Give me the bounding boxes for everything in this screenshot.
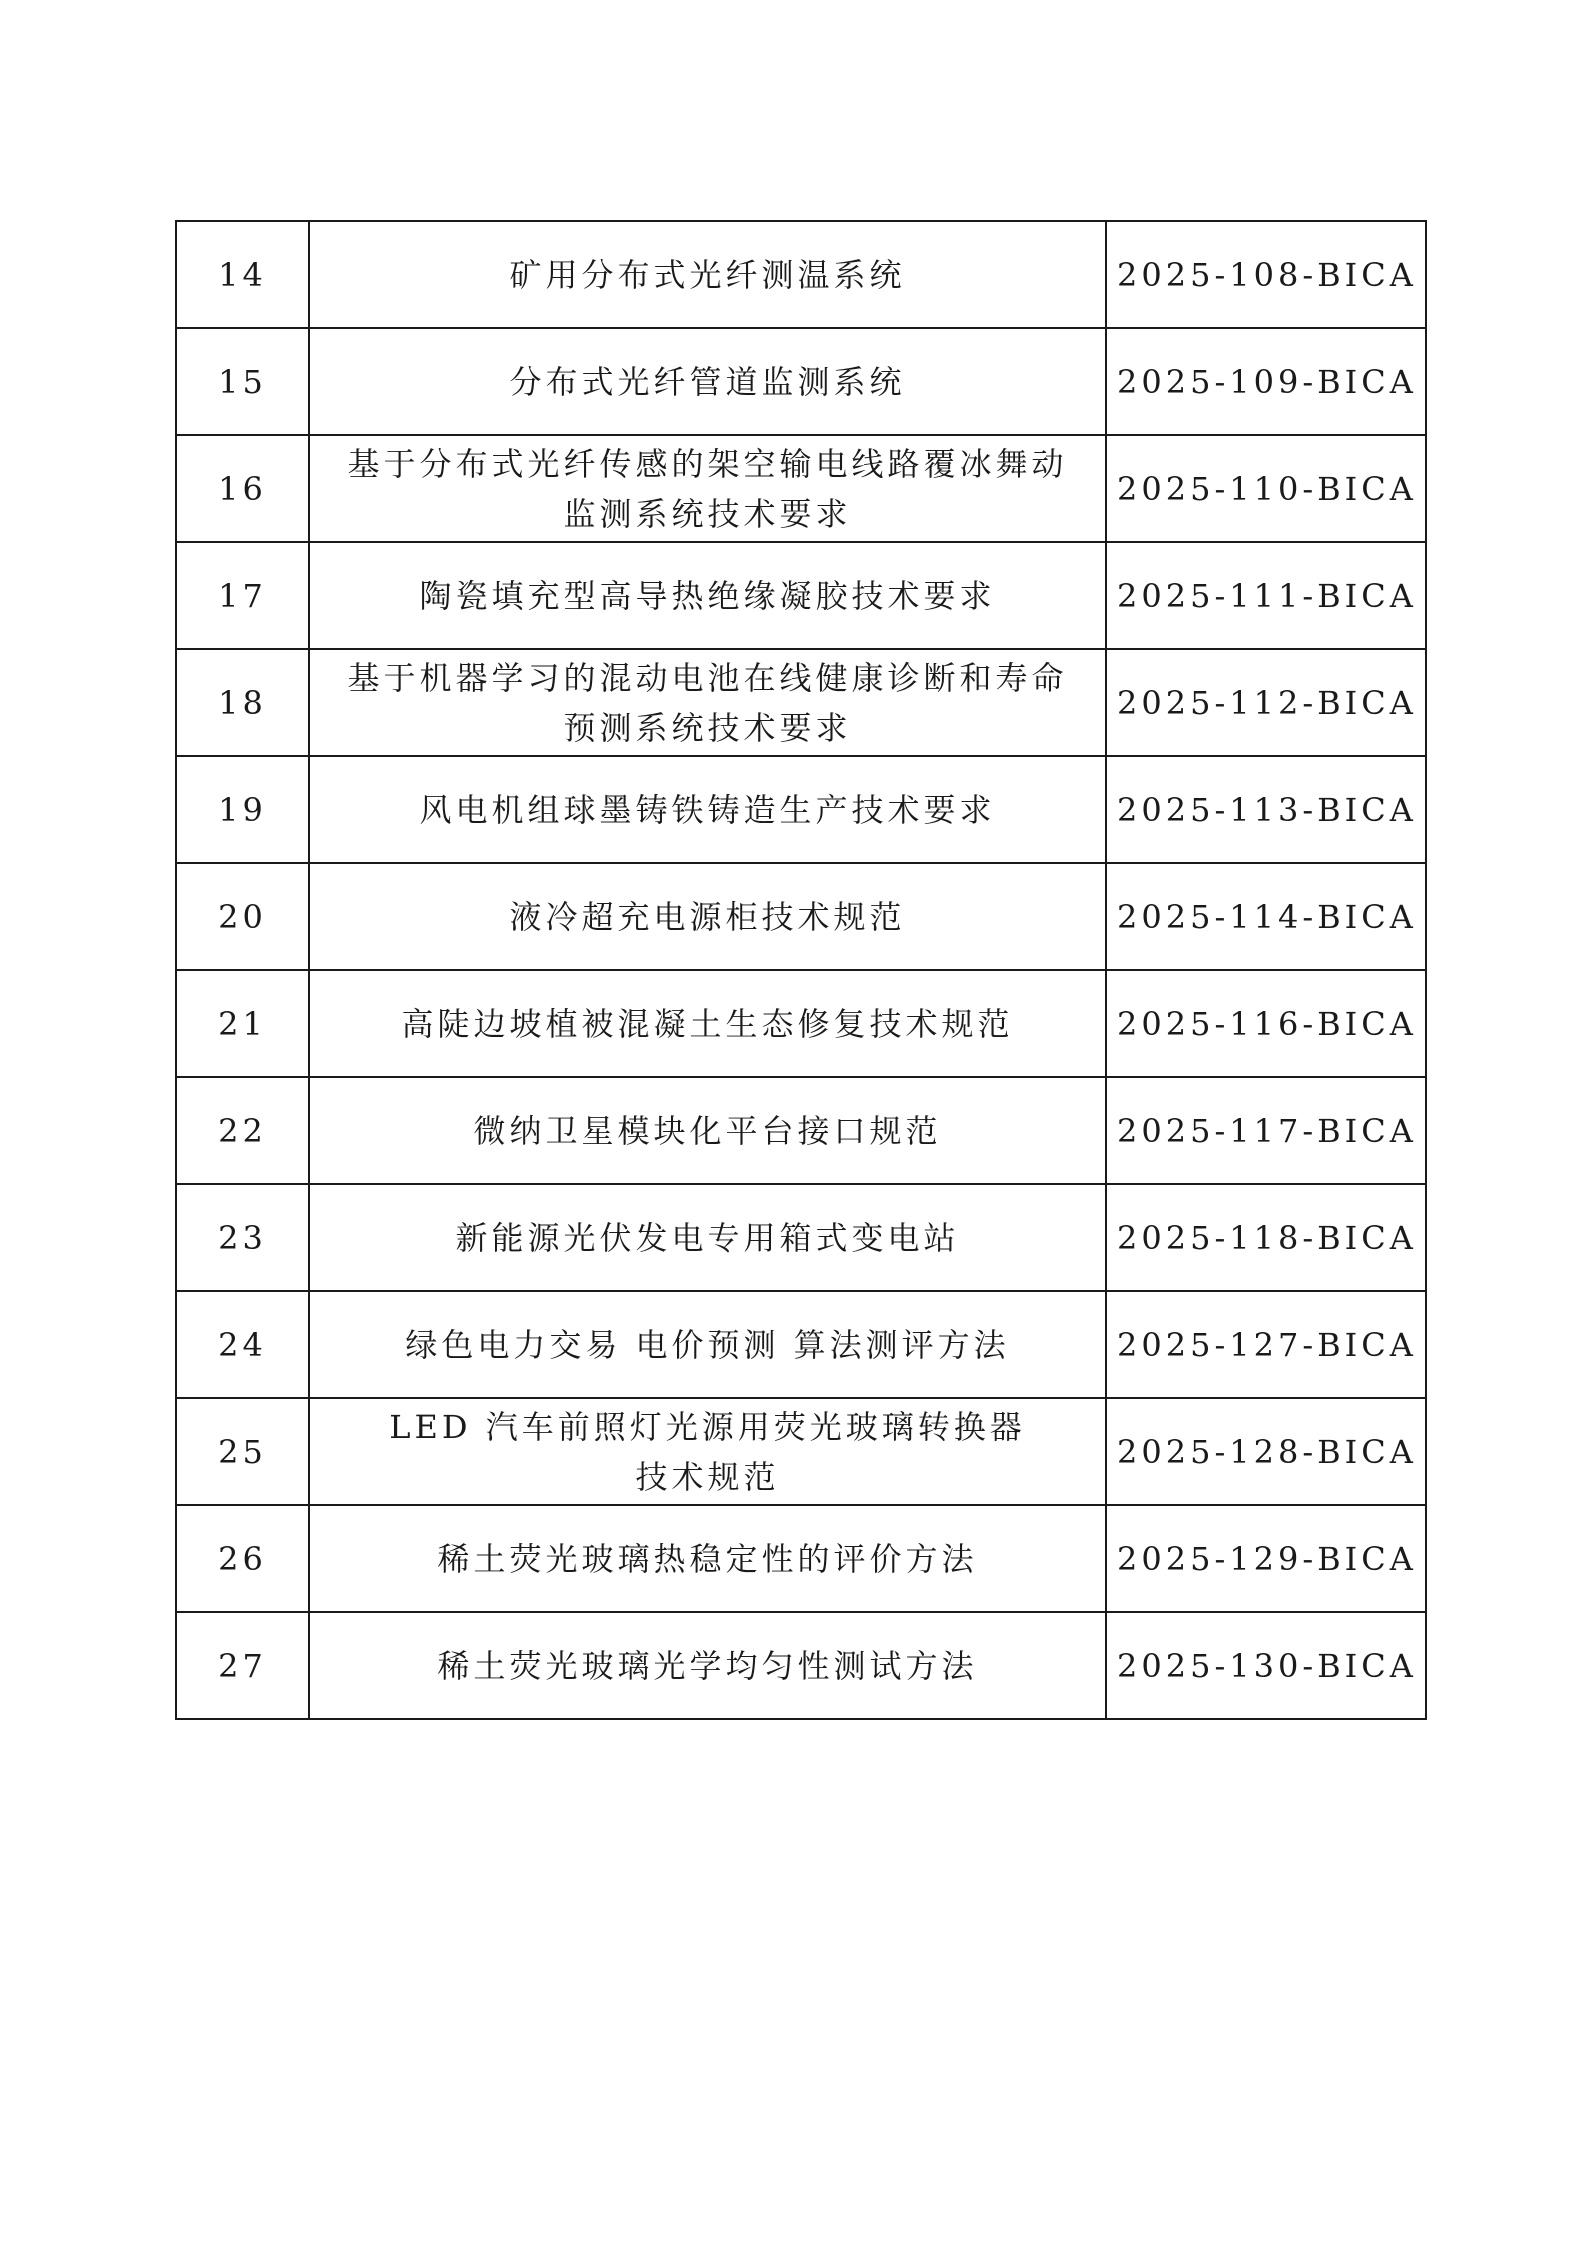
row-number: 24 xyxy=(176,1291,309,1398)
table-row xyxy=(176,970,1426,1077)
standard-code: 2025-108-BICA xyxy=(1106,221,1426,328)
table-row xyxy=(176,328,1426,435)
table-row xyxy=(176,1291,1426,1398)
standard-title xyxy=(309,970,1106,1077)
standard-title xyxy=(309,435,1106,542)
standard-title-line: 液冷超充电源柜技术规范 xyxy=(509,897,906,936)
table-row xyxy=(176,1612,1426,1719)
standard-code: 2025-129-BICA xyxy=(1106,1505,1426,1612)
table-row xyxy=(176,542,1426,649)
row-number: 19 xyxy=(176,756,309,863)
row-number: 25 xyxy=(176,1398,309,1505)
standard-code: 2025-117-BICA xyxy=(1106,1077,1426,1184)
row-number: 23 xyxy=(176,1184,309,1291)
standard-title xyxy=(309,649,1106,756)
standard-title xyxy=(309,1398,1106,1505)
standard-title-line: 高陡边坡植被混凝土生态修复技术规范 xyxy=(401,1004,1014,1043)
standard-title-line: 稀土荧光玻璃热稳定性的评价方法 xyxy=(437,1539,978,1578)
row-number: 16 xyxy=(176,435,309,542)
standard-code: 2025-127-BICA xyxy=(1106,1291,1426,1398)
standard-title-line: 矿用分布式光纤测温系统 xyxy=(509,255,906,294)
row-number: 20 xyxy=(176,863,309,970)
table-row xyxy=(176,1398,1426,1505)
standard-title xyxy=(309,1505,1106,1612)
standard-code: 2025-111-BICA xyxy=(1106,542,1426,649)
row-number: 15 xyxy=(176,328,309,435)
standard-title-line: 风电机组球墨铸铁铸造生产技术要求 xyxy=(419,790,996,829)
row-number: 27 xyxy=(176,1612,309,1719)
row-number: 18 xyxy=(176,649,309,756)
row-number: 17 xyxy=(176,542,309,649)
standard-code: 2025-112-BICA xyxy=(1106,649,1426,756)
table-row xyxy=(176,649,1426,756)
standard-title-line: 基于分布式光纤传感的架空输电线路覆冰舞动 xyxy=(347,444,1068,483)
standard-title xyxy=(309,221,1106,328)
standard-code: 2025-113-BICA xyxy=(1106,756,1426,863)
table-row xyxy=(176,221,1426,328)
row-number: 22 xyxy=(176,1077,309,1184)
standard-title-line: 绿色电力交易 电价预测 算法测评方法 xyxy=(405,1325,1010,1364)
table-row xyxy=(176,756,1426,863)
standard-title xyxy=(309,1612,1106,1719)
standard-title xyxy=(309,1291,1106,1398)
standard-title-line: 预测系统技术要求 xyxy=(563,708,852,747)
standard-title-line: 陶瓷填充型高导热绝缘凝胶技术要求 xyxy=(419,576,996,615)
standard-title-line: 基于机器学习的混动电池在线健康诊断和寿命 xyxy=(347,658,1068,697)
standard-title xyxy=(309,542,1106,649)
standard-title xyxy=(309,863,1106,970)
standard-title-line: 微纳卫星模块化平台接口规范 xyxy=(473,1111,942,1150)
table-row xyxy=(176,1184,1426,1291)
standard-title xyxy=(309,328,1106,435)
standards-table xyxy=(175,220,1427,1720)
standard-code: 2025-114-BICA xyxy=(1106,863,1426,970)
standard-code: 2025-109-BICA xyxy=(1106,328,1426,435)
standard-code: 2025-110-BICA xyxy=(1106,435,1426,542)
table-body xyxy=(176,221,1426,1719)
standard-title-line: 技术规范 xyxy=(635,1457,780,1496)
row-number: 26 xyxy=(176,1505,309,1612)
standard-title-line: 新能源光伏发电专用箱式变电站 xyxy=(455,1218,960,1257)
standard-title-line: 监测系统技术要求 xyxy=(563,494,852,533)
standard-title-line: LED 汽车前照灯光源用荧光玻璃转换器 xyxy=(389,1407,1026,1446)
standard-code: 2025-130-BICA xyxy=(1106,1612,1426,1719)
table-row xyxy=(176,435,1426,542)
standard-title xyxy=(309,1184,1106,1291)
standard-title-line: 稀土荧光玻璃光学均匀性测试方法 xyxy=(437,1646,978,1685)
table-row xyxy=(176,1077,1426,1184)
row-number: 14 xyxy=(176,221,309,328)
standard-code: 2025-128-BICA xyxy=(1106,1398,1426,1505)
standard-code: 2025-118-BICA xyxy=(1106,1184,1426,1291)
standard-title xyxy=(309,756,1106,863)
row-number: 21 xyxy=(176,970,309,1077)
standard-code: 2025-116-BICA xyxy=(1106,970,1426,1077)
standard-title xyxy=(309,1077,1106,1184)
table-row xyxy=(176,863,1426,970)
standard-title-line: 分布式光纤管道监测系统 xyxy=(509,362,906,401)
table-row xyxy=(176,1505,1426,1612)
